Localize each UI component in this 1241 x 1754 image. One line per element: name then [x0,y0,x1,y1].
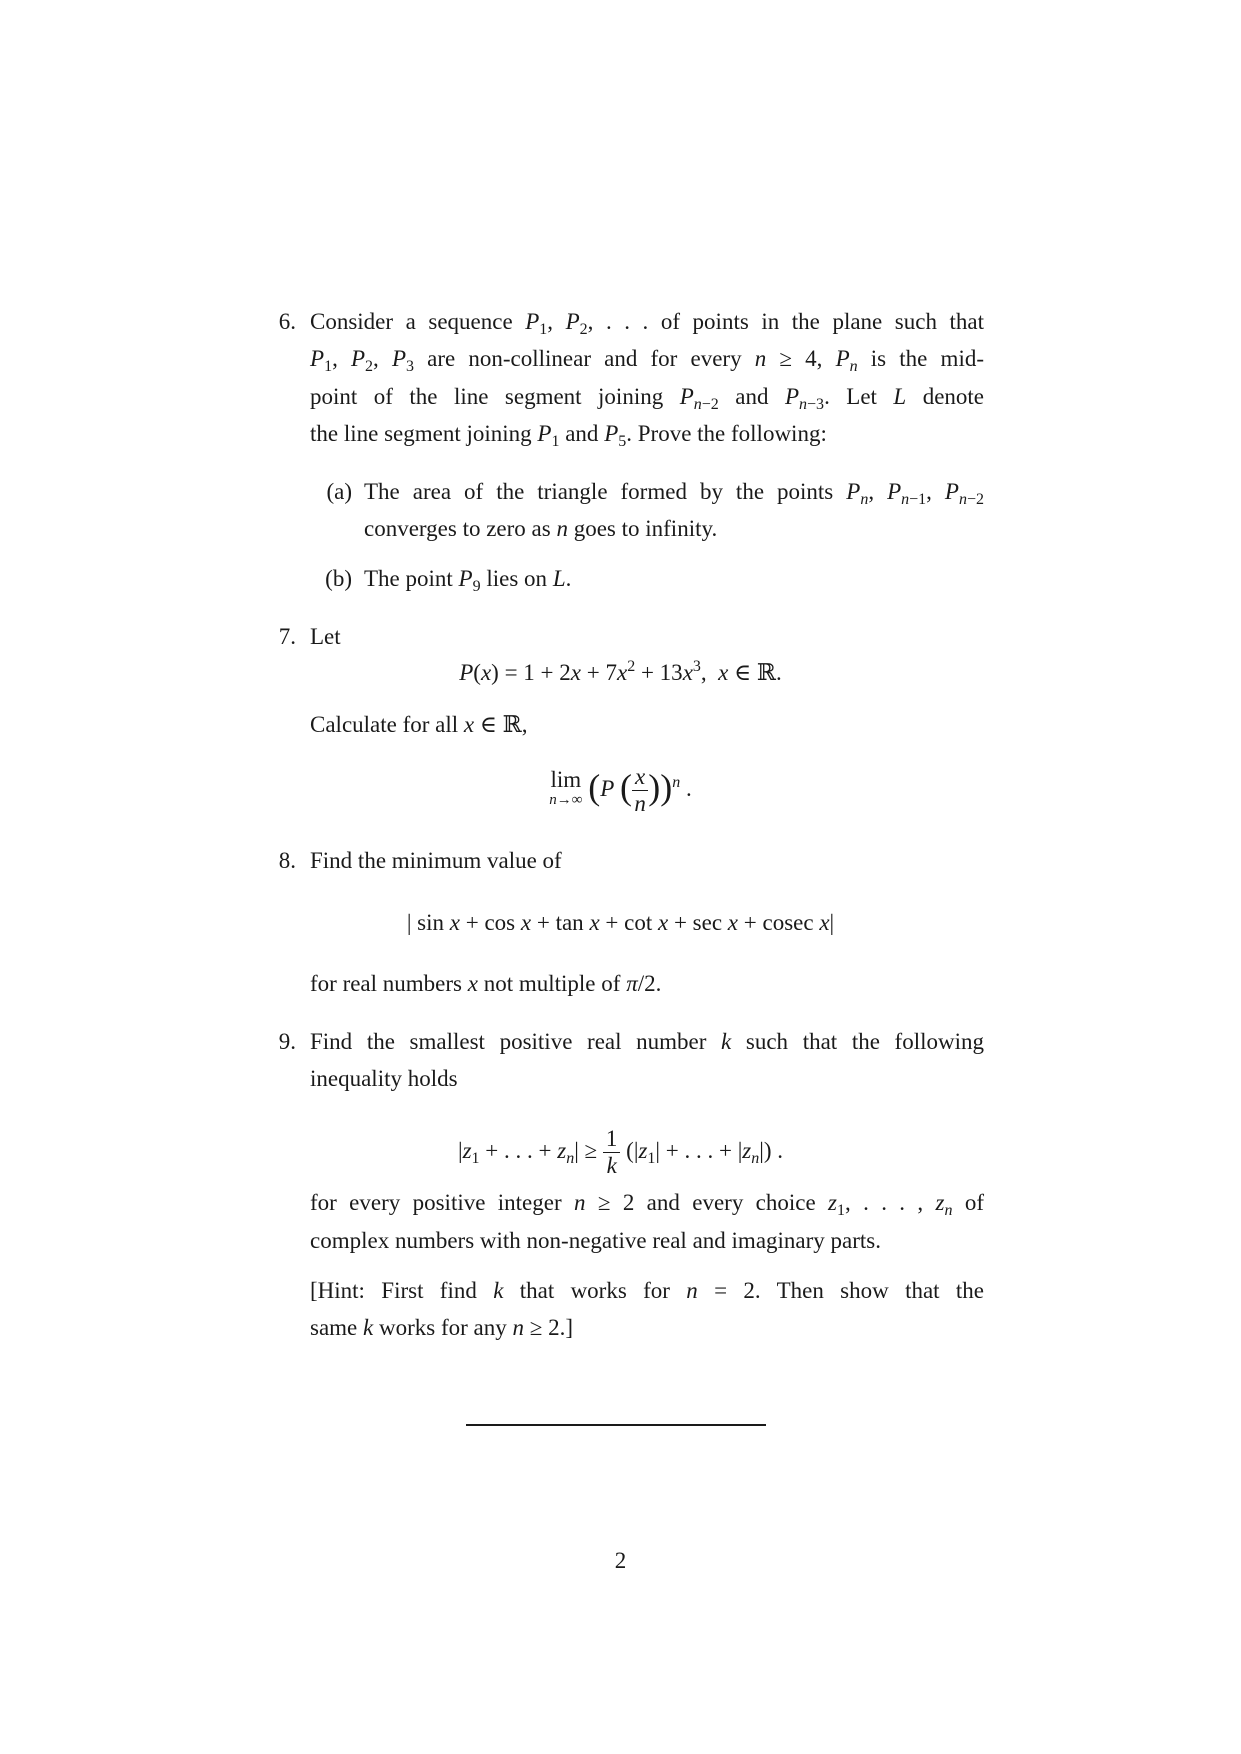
limit-expression: lim n→∞ (P ( $\frac{x}{n}$ ))$^n$ . [549,764,692,816]
part-a-line-1: The area of the triangle formed by the points $P_n$, $P_{n-1}$, $P_{n-2}$ [364,479,985,508]
problem-8-text: for real numbers x not multiple of π/2. [310,971,662,996]
problem-9-line-2: inequality holds [310,1066,458,1091]
part-label: (a) [326,479,352,504]
problem-8-intro: Find the minimum value of [310,848,562,873]
problem-9-after-line-2: complex numbers with non-negative real and imaginary parts. [310,1228,881,1253]
end-divider [466,1424,766,1426]
problem-number: 7. [278,624,296,649]
problem-number: 9. [278,1029,296,1054]
trig-expression: | sin x + cos x + tan x + cot x + sec x + cosec x| [406,910,835,935]
problem-9-after-line-1: for every positive integer n ≥ 2 and every choice $z_1$, . . . , $z_n$ of [310,1190,984,1219]
problem-6-line-3: point of the line segment joining $P_{n-2}$ and $P_{n-3}$. Let L denote [310,384,985,413]
part-a-line-2: converges to zero as n goes to infinity. [364,516,718,541]
problem-7-intro: Let [310,624,341,649]
page-number: 2 [614,1548,627,1573]
hint-line-2: same k works for any n ≥ 2.] [310,1315,574,1340]
problem-9-line-1: Find the smallest positive real number k such that the following [310,1029,985,1054]
problem-number: 6. [278,309,296,334]
part-b-line-1: The point $P_9$ lies on L. [364,566,572,595]
inequality: $|z_1$ + . . . + $z_n|$ ≥ $\frac{1}{k}$ ($|z_1|$ + . . . + $|z_n|$) . [457,1126,784,1178]
part-label: (b) [325,566,352,591]
problem-6-line-2: $P_1$, $P_2$, $P_3$ are non-collinear and for every n ≥ 4, $P_n$ is the mid- [310,346,984,375]
problem-number: 8. [278,848,296,873]
problem-7-text: Calculate for all x ∈ ℝ, [310,712,528,737]
problem-6-line-4: the line segment joining $P_1$ and $P_5$. Prove the following: [310,421,827,450]
problem-6-line-1: Consider a sequence $P_1$, $P_2$, . . . of points in the plane such that [310,309,984,338]
hint-line-1: [Hint: First find k that works for n = 2. Then show that the [310,1278,985,1303]
polynomial-definition: $P(x) = 1 + 2x + 7x^2 + 13x^3$, x ∈ ℝ. [459,658,782,685]
